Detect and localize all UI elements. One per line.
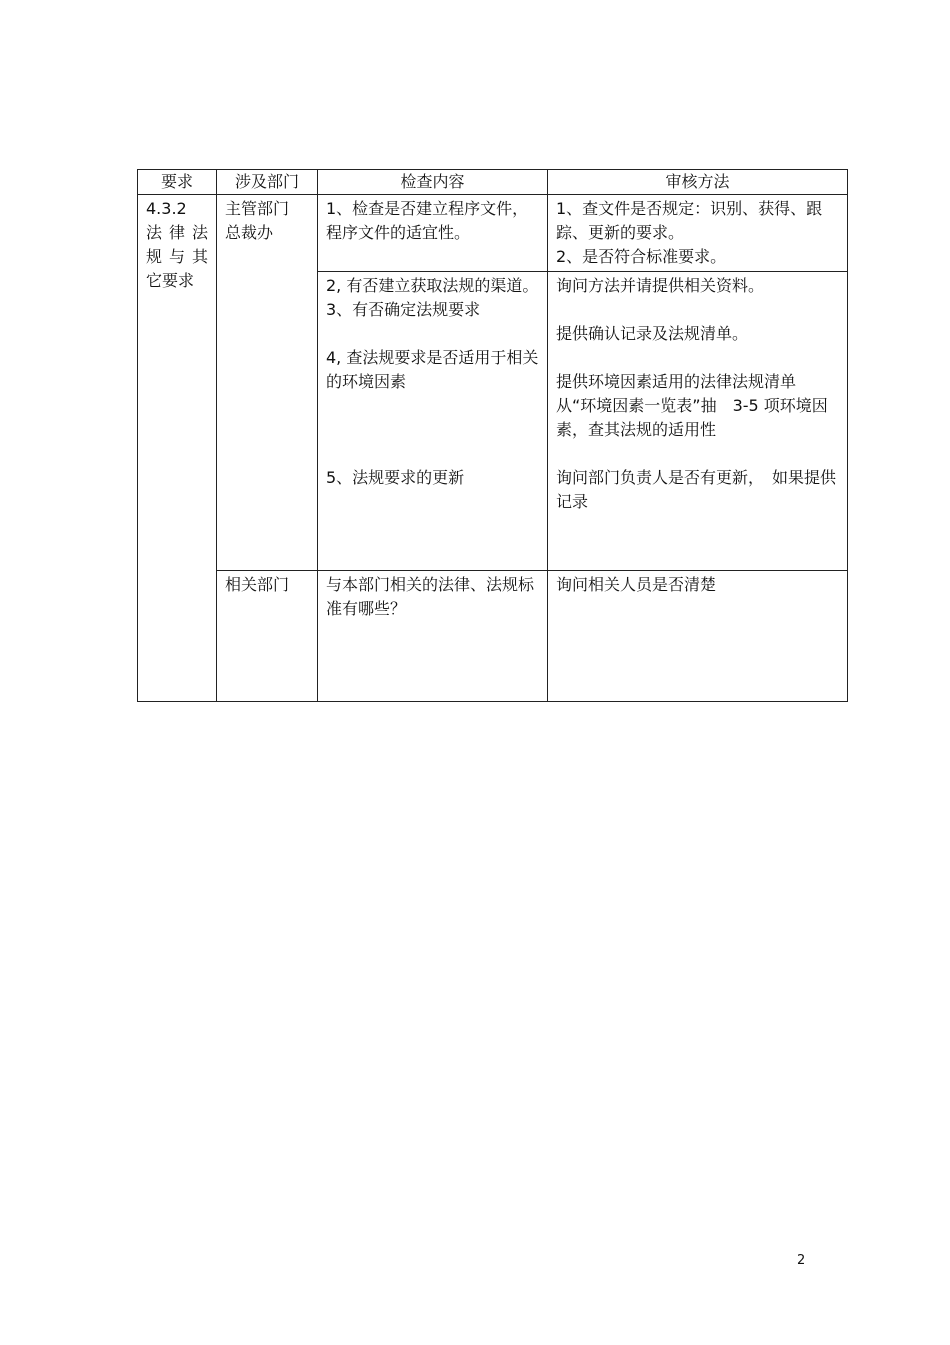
method-cell: 询问相关人员是否清楚: [548, 571, 848, 702]
check-item: 3、有否确定法规要求: [326, 300, 481, 319]
requirement-title-line: 规与其: [146, 247, 208, 266]
method-item: 1、查文件是否规定：识别、获得、跟踪、更新的要求。: [556, 199, 823, 242]
method-cell: [548, 195, 848, 272]
header-audit-method: 审核方法: [548, 170, 848, 195]
method-cell: [548, 272, 848, 571]
department-main-cell: [217, 195, 318, 571]
requirement-title-line: 法律法: [146, 223, 208, 242]
method-item: 从“环境因素一览表”抽 3-5 项环境因素，查其法规的适用性: [556, 396, 828, 439]
method-item: 提供环境因素适用的法律法规清单: [556, 372, 797, 391]
table-row: [138, 571, 848, 702]
check-cell: [318, 272, 548, 571]
requirement-code: 4.3.2: [146, 199, 187, 218]
department-related-cell: 相关部门: [217, 571, 318, 702]
requirement-cell: [138, 195, 217, 702]
page-number: 2: [797, 1253, 806, 1268]
method-item: 提供确认记录及法规清单。: [556, 324, 749, 343]
check-item: 5、法规要求的更新: [326, 468, 465, 487]
check-item: 4, 查法规要求是否适用于相关的环境因素: [326, 348, 539, 391]
method-item: 询问方法并请提供相关资料。: [556, 276, 765, 295]
header-check-content: 检查内容: [318, 170, 548, 195]
check-item: 2, 有否建立获取法规的渠道。: [326, 276, 539, 295]
table-header-row: [138, 170, 848, 195]
header-department: 涉及部门: [217, 170, 318, 195]
check-item: 1、检查是否建立程序文件，程序文件的适宜性。: [326, 199, 529, 242]
method-item: 2、是否符合标准要求。: [556, 247, 727, 266]
department-name: 主管部门: [225, 199, 290, 218]
requirement-title-line: 它要求: [146, 271, 195, 290]
table-row: [138, 195, 848, 272]
method-item: 询问部门负责人是否有更新， 如果提供记录: [556, 468, 837, 511]
check-cell: [318, 195, 548, 272]
header-requirement: 要求: [138, 170, 217, 195]
check-cell: 与本部门相关的法律、法规标准有哪些？: [318, 571, 548, 702]
audit-table: [137, 169, 848, 702]
department-name: 总裁办: [225, 223, 274, 242]
